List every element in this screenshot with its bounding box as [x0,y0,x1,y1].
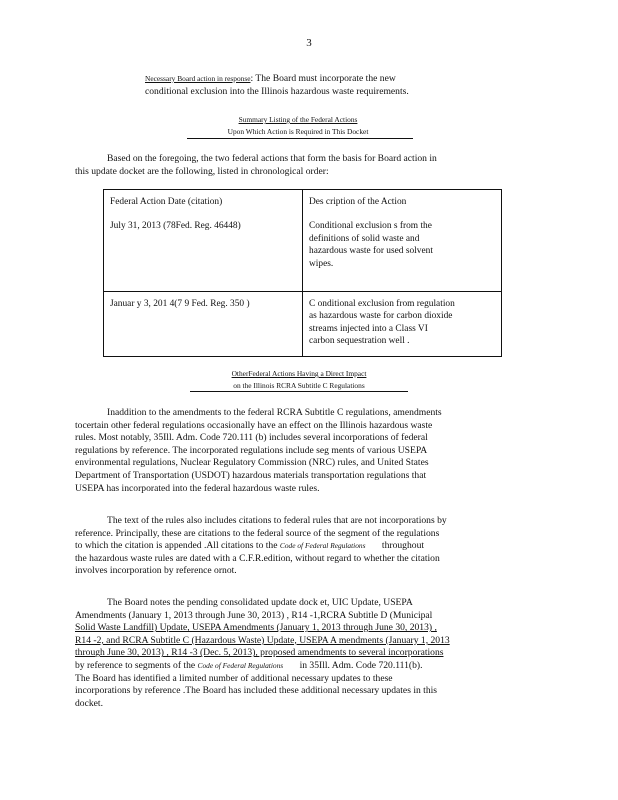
page-number: 3 [306,37,312,49]
table-cell-date [104,292,303,357]
necessary-action-text-1: : The Board must incorporate the new [250,73,396,84]
row1-desc-1: Conditional exclusion s from the [309,221,432,232]
row1-desc-4: wipes. [309,258,334,269]
row1-date: July 31, 2013 (78Fed. Reg. 46448) [110,221,241,232]
row2-desc-1: C onditional exclusion from regulation [309,299,455,309]
summary-heading-rule [187,138,413,139]
para3-line: docket. [75,697,103,709]
table-cell-description [303,292,502,357]
para3-text: by reference to segments of the [75,659,196,671]
other-actions-heading [183,368,415,392]
table-row [104,292,502,357]
row2-desc-3: streams injected into a Class VI [309,323,428,334]
cfr-italic: Code of Federal Regulations [197,660,284,670]
pending-dockets-paragraph [75,597,530,710]
para2-line [75,540,530,553]
incorporations-paragraph [75,407,520,495]
table-cell-date [104,190,303,292]
col2-header: Des cription of the Action [309,197,407,207]
para2-text: to which the citation is appended .All citations to the [75,540,278,552]
para3-line: Amendments (January 1, 2013 through June 30, 2013) , R14 -1,RCRA Subtitle D (Municipal [75,609,433,621]
necessary-action-text-2: conditional exclusion into the Illinois hazardous waste requirements. [145,85,409,97]
para1-line: USEPA has incorporated into the federal hazardous waste rules. [75,482,320,494]
table-cell-description [303,190,502,292]
para2-line: The text of the rules also includes citations to federal rules that are not incorporations by [107,515,447,526]
para3-text: in 35Ill. Adm. Code 720.111(b). [299,659,423,671]
other-heading-line-2: on the Illinois RCRA Subtitle C Regulations [233,381,365,390]
para3-line: The Board notes the pending consolidated update dock et, UIC Update, USEPA [107,597,413,608]
intro-line-1: Based on the foregoing, the two federal actions that form the basis for Board action in [107,153,437,164]
para3-line: R14 -2, and RCRA Subtitle C (Hazardous Waste) Update, USEPA A mendments (January 1, 2013 [75,634,450,646]
para2-text: throughout [381,540,425,552]
para3-line: through June 30, 2013) , R14 -3 (Dec. 5, 2013), proposed amendments to several incorporations [75,647,444,659]
para1-line: regulations by reference. The incorporated regulations include seg ments of various USEPA [75,444,428,456]
para3-line: incorporations by reference .The Board has included these additional necessary updates in this [75,685,438,697]
row2-date: Januar y 3, 201 4(7 9 Fed. Reg. 350 ) [110,299,250,309]
intro-paragraph [75,153,520,178]
para1-line: tocertain other federal regulations occasionally have an effect on the Illinois hazardous waste [75,419,433,431]
citations-paragraph [75,515,530,578]
summary-heading [180,114,416,138]
row1-desc-3: hazardous waste for used solvent [309,246,433,257]
para3-line: Solid Waste Landfill) Update, USEPA Amendments (January 1, 2013 through June 30, 2013) , [75,622,437,634]
para2-line: reference. Principally, these are citations to the federal source of the segment of the regulations [75,527,440,539]
col1-header: Federal Action Date (citation) [110,197,223,207]
necessary-action-lead: Necessary Board action in response [145,74,251,83]
federal-actions-table [103,189,502,357]
summary-heading-line-2: Upon Which Action is Required in This Docket [227,127,369,136]
other-heading-rule [190,391,408,392]
para2-line: involves incorporation by reference ornot. [75,565,237,577]
cfr-italic: Code of Federal Regulations [279,541,366,551]
para2-line: the hazardous waste rules are dated with a C.F.R.edition, without regard to whether the citation [75,552,440,564]
intro-line-2: this update docket are the following, listed in chronological order: [75,165,329,177]
para3-line: The Board has identified a limited number of additional necessary updates to these [75,672,393,684]
table-row [104,190,502,292]
summary-heading-line-1: Summary Listing of the Federal Actions [238,115,358,124]
para1-line: environmental regulations, Nuclear Regulatory Commission (NRC) rules, and United States [75,457,429,469]
para1-line: Department of Transportation (USDOT) hazardous materials transportation regulations that [75,469,427,481]
para1-line: Inaddition to the amendments to the federal RCRA Subtitle C regulations, amendments [107,407,442,418]
para3-line [75,660,530,673]
para1-line: rules. Most notably, 35Ill. Adm. Code 720.111 (b) includes several incorporations of federal [75,432,428,444]
other-heading-line-1: OtherFederal Actions Having a Direct Impact [231,369,367,378]
row2-desc-4: carbon sequestration well . [309,336,410,347]
necessary-action-paragraph [145,73,515,98]
row1-desc-2: definitions of solid waste and [309,233,420,244]
row2-desc-2: as hazardous waste for carbon dioxide [309,311,453,322]
